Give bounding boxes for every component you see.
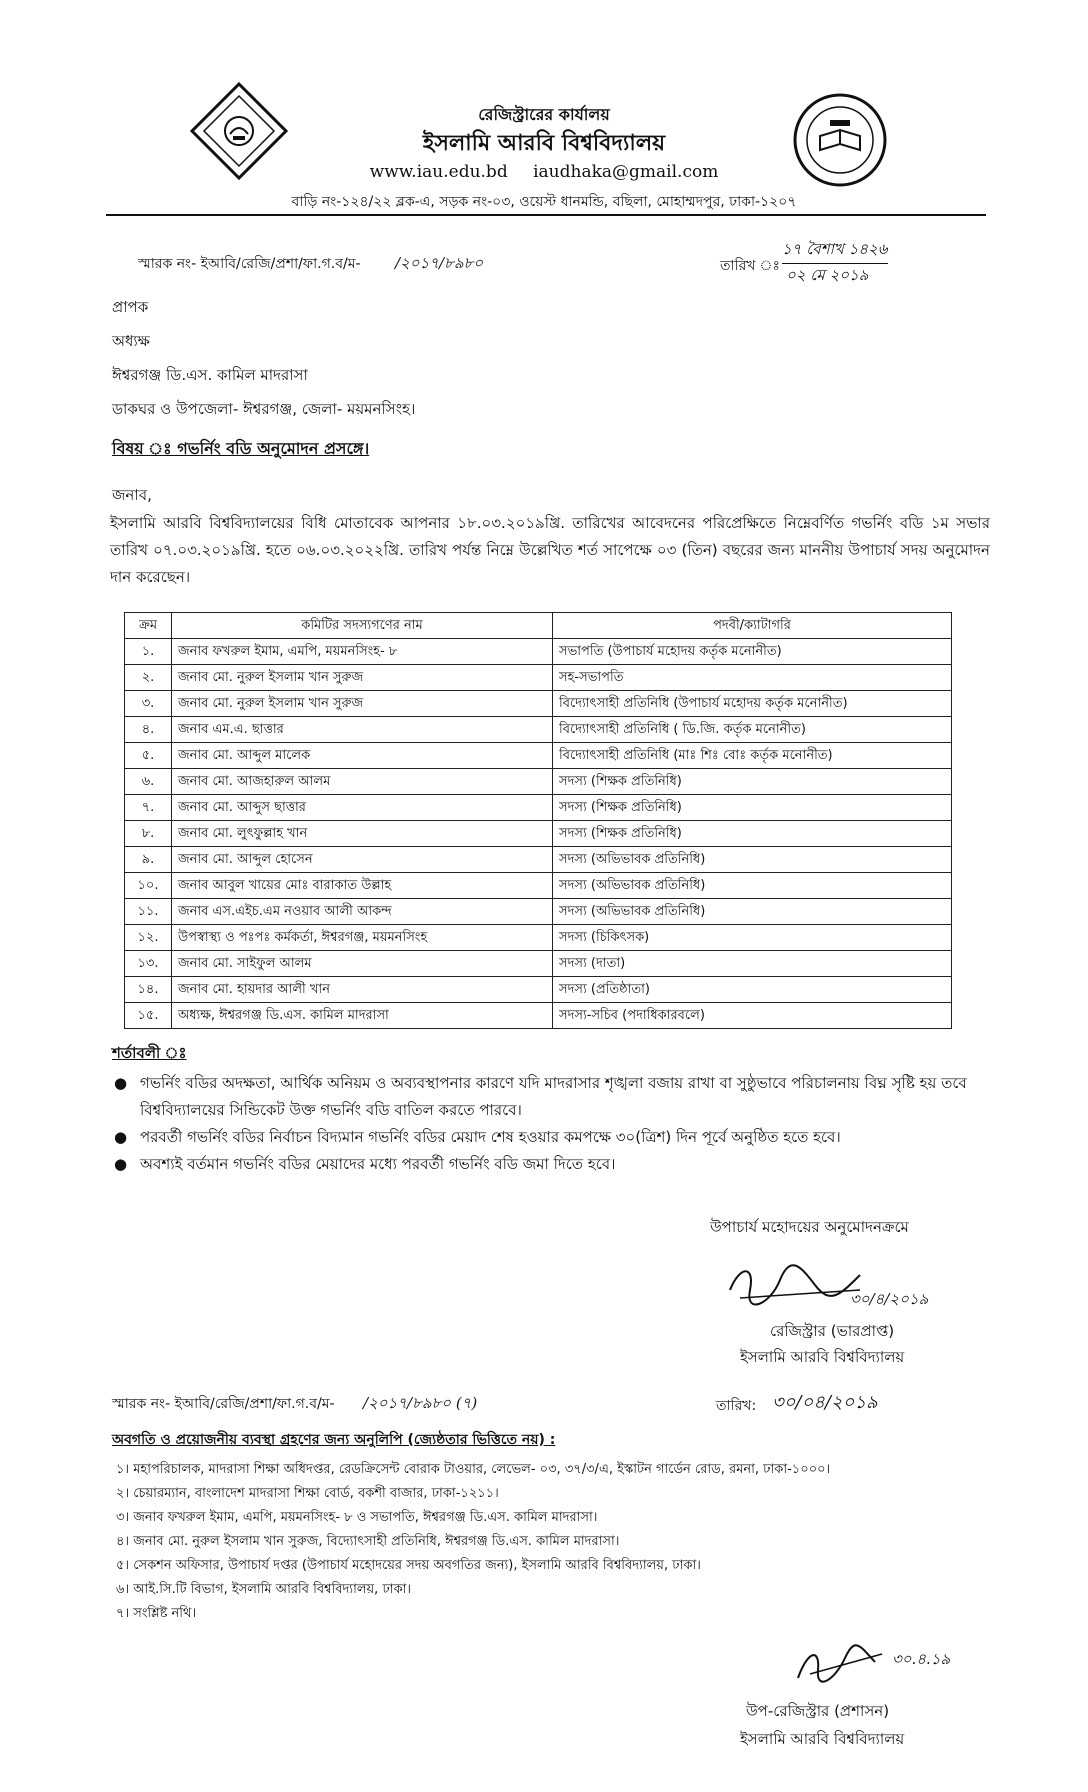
table-row: [125, 743, 952, 769]
col-header-designation: পদবী/ক্যাটাগরি: [553, 613, 952, 639]
deputy-registrar-signature: [790, 1640, 900, 1690]
cell-name: জনাব মো. নুরুল ইসলাম খান সুরুজ: [172, 691, 553, 717]
cell-name: জনাব মো. নুরুল ইসলাম খান সুরুজ: [172, 665, 553, 691]
table-row: [125, 691, 952, 717]
condition-item: [110, 1151, 990, 1178]
recipient-title: অধ্যক্ষ: [112, 332, 150, 350]
deputy-registrar-org: ইসলামি আরবি বিশ্ববিদ্যালয়: [740, 1730, 905, 1748]
memo-ref: [138, 252, 483, 277]
cell-designation: বিদ্যোৎসাহী প্রতিনিধি (উপাচার্য মহোদয় কর্তৃক মনোনীত): [553, 691, 952, 717]
cell-serial: ১৩.: [125, 951, 172, 977]
cell-serial: ৭.: [125, 795, 172, 821]
cc-title: অবগতি ও প্রয়োজনীয় ব্যবস্থা গ্রহণের জন্য অনুলিপি (জ্যেষ্ঠতার ভিত্তিতে নয়) :: [112, 1432, 556, 1448]
bullet-icon: ●: [114, 1128, 128, 1146]
table-row: [125, 925, 952, 951]
cell-serial: ১২.: [125, 925, 172, 951]
table-row: [125, 639, 952, 665]
cell-designation: সদস্য (শিক্ষক প্রতিনিধি): [553, 821, 952, 847]
bullet-icon: ●: [114, 1155, 128, 1173]
cell-serial: ৩.: [125, 691, 172, 717]
committee-table: [124, 612, 952, 1029]
cell-designation: সদস্য (অভিভাবক প্রতিনিধি): [553, 847, 952, 873]
registrar-signature-date: ৩০/৪/২০১৯: [850, 1290, 929, 1308]
cell-serial: ১০.: [125, 873, 172, 899]
memo-ref-label: স্মারক নং- ইআবি/রেজি/প্রশা/ফা.গ.ব/ম-: [138, 256, 361, 272]
recipient-institution: ঈশ্বরগঞ্জ ডি.এস. কামিল মাদরাসা: [112, 366, 308, 384]
cell-serial: ২.: [125, 665, 172, 691]
table-row: [125, 1003, 952, 1029]
cell-designation: সদস্য (শিক্ষক প্রতিনিধি): [553, 795, 952, 821]
memo2-ref: [112, 1392, 477, 1417]
cell-name: জনাব আবুল খায়ের মোঃ বারাকাত উল্লাহ: [172, 873, 553, 899]
cell-name: জনাব মো. আব্দুল মালেক: [172, 743, 553, 769]
cell-name: জনাব এস.এইচ.এম নওয়াব আলী আকন্দ: [172, 899, 553, 925]
cell-name: জনাব মো. সাইফুল আলম: [172, 951, 553, 977]
contact-line: [0, 162, 1088, 182]
cell-name: জনাব মো. আব্দুস ছাত্তার: [172, 795, 553, 821]
university-name: ইসলামি আরবি বিশ্ববিদ্যালয়: [422, 131, 666, 156]
memo-date-english: ০২ মে ২০১৯: [786, 266, 869, 284]
cell-name: অধ্যক্ষ, ঈশ্বরগঞ্জ ডি.এস. কামিল মাদরাসা: [172, 1003, 553, 1029]
table-row: [125, 795, 952, 821]
cell-designation: সদস্য (চিকিৎসক): [553, 925, 952, 951]
deputy-registrar-signature-date: ৩০.৪.১৯: [892, 1650, 951, 1668]
cell-designation: সহ-সভাপতি: [553, 665, 952, 691]
cell-designation: সদস্য (শিক্ষক প্রতিনিধি): [553, 769, 952, 795]
memo2-date-label: তারিখ:: [716, 1398, 757, 1414]
cc-item: ৫। সেকশন অফিসার, উপাচার্য দপ্তর (উপাচার্য মহোদয়ের সদয় অবগতির জন্য), ইসলামি আরবি বিশ্ববিদ্যালয়, ঢাকা।: [116, 1558, 701, 1573]
cell-designation: সভাপতি (উপাচার্য মহোদয় কর্তৃক মনোনীত): [553, 639, 952, 665]
registrar-org: ইসলামি আরবি বিশ্ববিদ্যালয়: [740, 1348, 905, 1366]
cell-serial: ১৪.: [125, 977, 172, 1003]
office-name: রেজিস্ট্রারের কার্যালয়: [478, 105, 610, 124]
cell-serial: ৯.: [125, 847, 172, 873]
cell-name: উপস্বাস্থ্য ও পঃপঃ কর্মকর্তা, ঈশ্বরগঞ্জ, ময়মনসিংহ: [172, 925, 553, 951]
cell-designation: বিদ্যোৎসাহী প্রতিনিধি (মাঃ শিঃ বোঃ কর্তৃক মনোনীত): [553, 743, 952, 769]
table-header-row: [125, 613, 952, 639]
condition-text: গভর্নিং বডির অদক্ষতা, আর্থিক অনিয়ম ও অব্যবস্থাপনার কারণে যদি মাদরাসার শৃঙ্খলা বজায় রাখা বা সুষ্ঠুভাবে পরিচালনায় বিঘ্ন সৃষ্টি হয় তবে বিশ্ববিদ্যালয়ের সিন্ডিকেট উক্ত গভর্নিং বডি বাতিল করতে পারবে।: [140, 1074, 967, 1119]
table-row: [125, 977, 952, 1003]
cc-item: ১। মহাপরিচালক, মাদরাসা শিক্ষা অধিদপ্তর, রেডক্রিসেন্ট বোরাক টাওয়ার, লেভেল- ০৩, ৩৭/৩/এ, ইস্কাটন গার্ডেন রোড, রমনা, ঢাকা-১০০০।: [116, 1462, 831, 1477]
cell-name: জনাব এম.এ. ছাত্তার: [172, 717, 553, 743]
email-link[interactable]: iaudhaka@gmail.com: [533, 162, 719, 182]
cell-name: জনাব ফখরুল ইমাম, এমপি, ময়মনসিংহ- ৮: [172, 639, 553, 665]
memo2-date: ৩০/০৪/২০১৯: [772, 1392, 878, 1413]
condition-text: অবশ্যই বর্তমান গভর্নিং বডির মেয়াদের মধ্যে পরবর্তী গভর্নিং বডি জমা দিতে হবে।: [140, 1155, 616, 1173]
memo-date-bangla: ১৭ বৈশাখ ১৪২৬: [782, 238, 888, 264]
cell-serial: ৫.: [125, 743, 172, 769]
cell-serial: ৬.: [125, 769, 172, 795]
subject-line: বিষয় ঃ গভর্নিং বডি অনুমোদন প্রসঙ্গে।: [112, 439, 370, 458]
cc-item: ২। চেয়ারম্যান, বাংলাদেশ মাদরাসা শিক্ষা বোর্ড, বকশী বাজার, ঢাকা-১২১১।: [116, 1486, 499, 1501]
deputy-registrar-title: উপ-রেজিস্ট্রার (প্রশাসন): [746, 1702, 890, 1720]
memo-ref-number: /২০১৭/৮৯৮০: [395, 254, 484, 272]
body-paragraph: ইসলামি আরবি বিশ্ববিদ্যালয়ের বিধি মোতাবেক আপনার ১৮.০৩.২০১৯খ্রি. তারিখের আবেদনের পরিপ্রেক্ষিতে নিম্নেবর্ণিত গভর্নিং বডি ১ম সভার তারিখ ০৭.০৩.২০১৯খ্রি. হতে ০৬.০৩.২০২২খ্রি. তারিখ পর্যন্ত নিম্নে উল্লেখিত শর্ত সাপেক্ষে ০৩ (তিন) বছরের জন্য মাননীয় উপাচার্য সদয় অনুমোদন দান করেছেন।: [110, 514, 990, 586]
table-row: [125, 665, 952, 691]
university-address: বাড়ি নং-১২৪/২২ ব্লক-এ, সড়ক নং-০৩, ওয়েস্ট ধানমন্ডি, বছিলা, মোহাম্মদপুর, ঢাকা-১২০৭: [291, 194, 797, 210]
col-header-name: কমিটির সদস্যগণের নাম: [172, 613, 553, 639]
cell-designation: সদস্য (অভিভাবক প্রতিনিধি): [553, 873, 952, 899]
cc-item: ৬। আই.সি.টি বিভাগ, ইসলামি আরবি বিশ্ববিদ্যালয়, ঢাকা।: [116, 1582, 412, 1597]
recipient-label: প্রাপক: [112, 298, 149, 316]
cell-designation: সদস্য (দাতা): [553, 951, 952, 977]
cc-item: ৪। জনাব মো. নুরুল ইসলাম খান সুরুজ, বিদ্যোৎসাহী প্রতিনিধি, ঈশ্বরগঞ্জ ডি.এস. কামিল মাদরাসা।: [116, 1534, 620, 1549]
cell-designation: সদস্য (প্রতিষ্ঠাতা): [553, 977, 952, 1003]
cell-designation: বিদ্যোৎসাহী প্রতিনিধি ( ডি.জি. কর্তৃক মনোনীত): [553, 717, 952, 743]
col-header-serial: ক্রম: [125, 613, 172, 639]
approval-note: উপাচার্য মহোদয়ের অনুমোদনক্রমে: [710, 1218, 909, 1236]
registrar-title: রেজিস্ট্রার (ভারপ্রাপ্ত): [770, 1322, 895, 1340]
memo-date-label: তারিখ ঃ: [720, 258, 780, 274]
condition-item: [110, 1070, 990, 1124]
cell-name: জনাব মো. আব্দুল হোসেন: [172, 847, 553, 873]
cell-serial: ১১.: [125, 899, 172, 925]
conditions-title: শর্তাবলী ঃ: [112, 1044, 187, 1062]
recipient-address: ডাকঘর ও উপজেলা- ঈশ্বরগঞ্জ, জেলা- ময়মনসিংহ।: [112, 400, 416, 418]
table-row: [125, 717, 952, 743]
table-row: [125, 873, 952, 899]
cell-serial: ৪.: [125, 717, 172, 743]
cell-serial: ১.: [125, 639, 172, 665]
cell-name: জনাব মো. হায়দার আলী খান: [172, 977, 553, 1003]
table-row: [125, 847, 952, 873]
cell-designation: সদস্য-সচিব (পদাধিকারবলে): [553, 1003, 952, 1029]
memo2-ref-number: /২০১৭/৮৯৮০ (৭): [363, 1394, 478, 1412]
table-row: [125, 951, 952, 977]
table-row: [125, 769, 952, 795]
header-divider: [106, 214, 986, 216]
cell-serial: ১৫.: [125, 1003, 172, 1029]
table-row: [125, 899, 952, 925]
cc-item: ৩। জনাব ফখরুল ইমাম, এমপি, ময়মনসিংহ- ৮ ও সভাপতি, ঈশ্বরগঞ্জ ডি.এস. কামিল মাদরাসা।: [116, 1510, 598, 1525]
cell-serial: ৮.: [125, 821, 172, 847]
cc-item: ৭। সংশ্লিষ্ট নথি।: [116, 1606, 197, 1621]
cell-designation: সদস্য (অভিভাবক প্রতিনিধি): [553, 899, 952, 925]
salutation: জনাব,: [112, 486, 152, 504]
cell-name: জনাব মো. লুৎফুল্লাহ খান: [172, 821, 553, 847]
bullet-icon: ●: [114, 1074, 128, 1092]
conditions-list: [110, 1070, 990, 1178]
website-link[interactable]: www.iau.edu.bd: [369, 162, 508, 182]
table-row: [125, 821, 952, 847]
memo2-ref-label: স্মারক নং- ইআবি/রেজি/প্রশা/ফা.গ.ব/ম-: [112, 1396, 335, 1412]
condition-item: [110, 1124, 990, 1151]
cc-list: [116, 1458, 1016, 1626]
cell-name: জনাব মো. আজহারুল আলম: [172, 769, 553, 795]
condition-text: পরবর্তী গভর্নিং বডির নির্বাচন বিদ্যমান গভর্নিং বডির মেয়াদ শেষ হওয়ার কমপক্ষে ৩০(ত্রিশ) দিন পূর্বে অনুষ্ঠিত হতে হবে।: [140, 1128, 841, 1146]
